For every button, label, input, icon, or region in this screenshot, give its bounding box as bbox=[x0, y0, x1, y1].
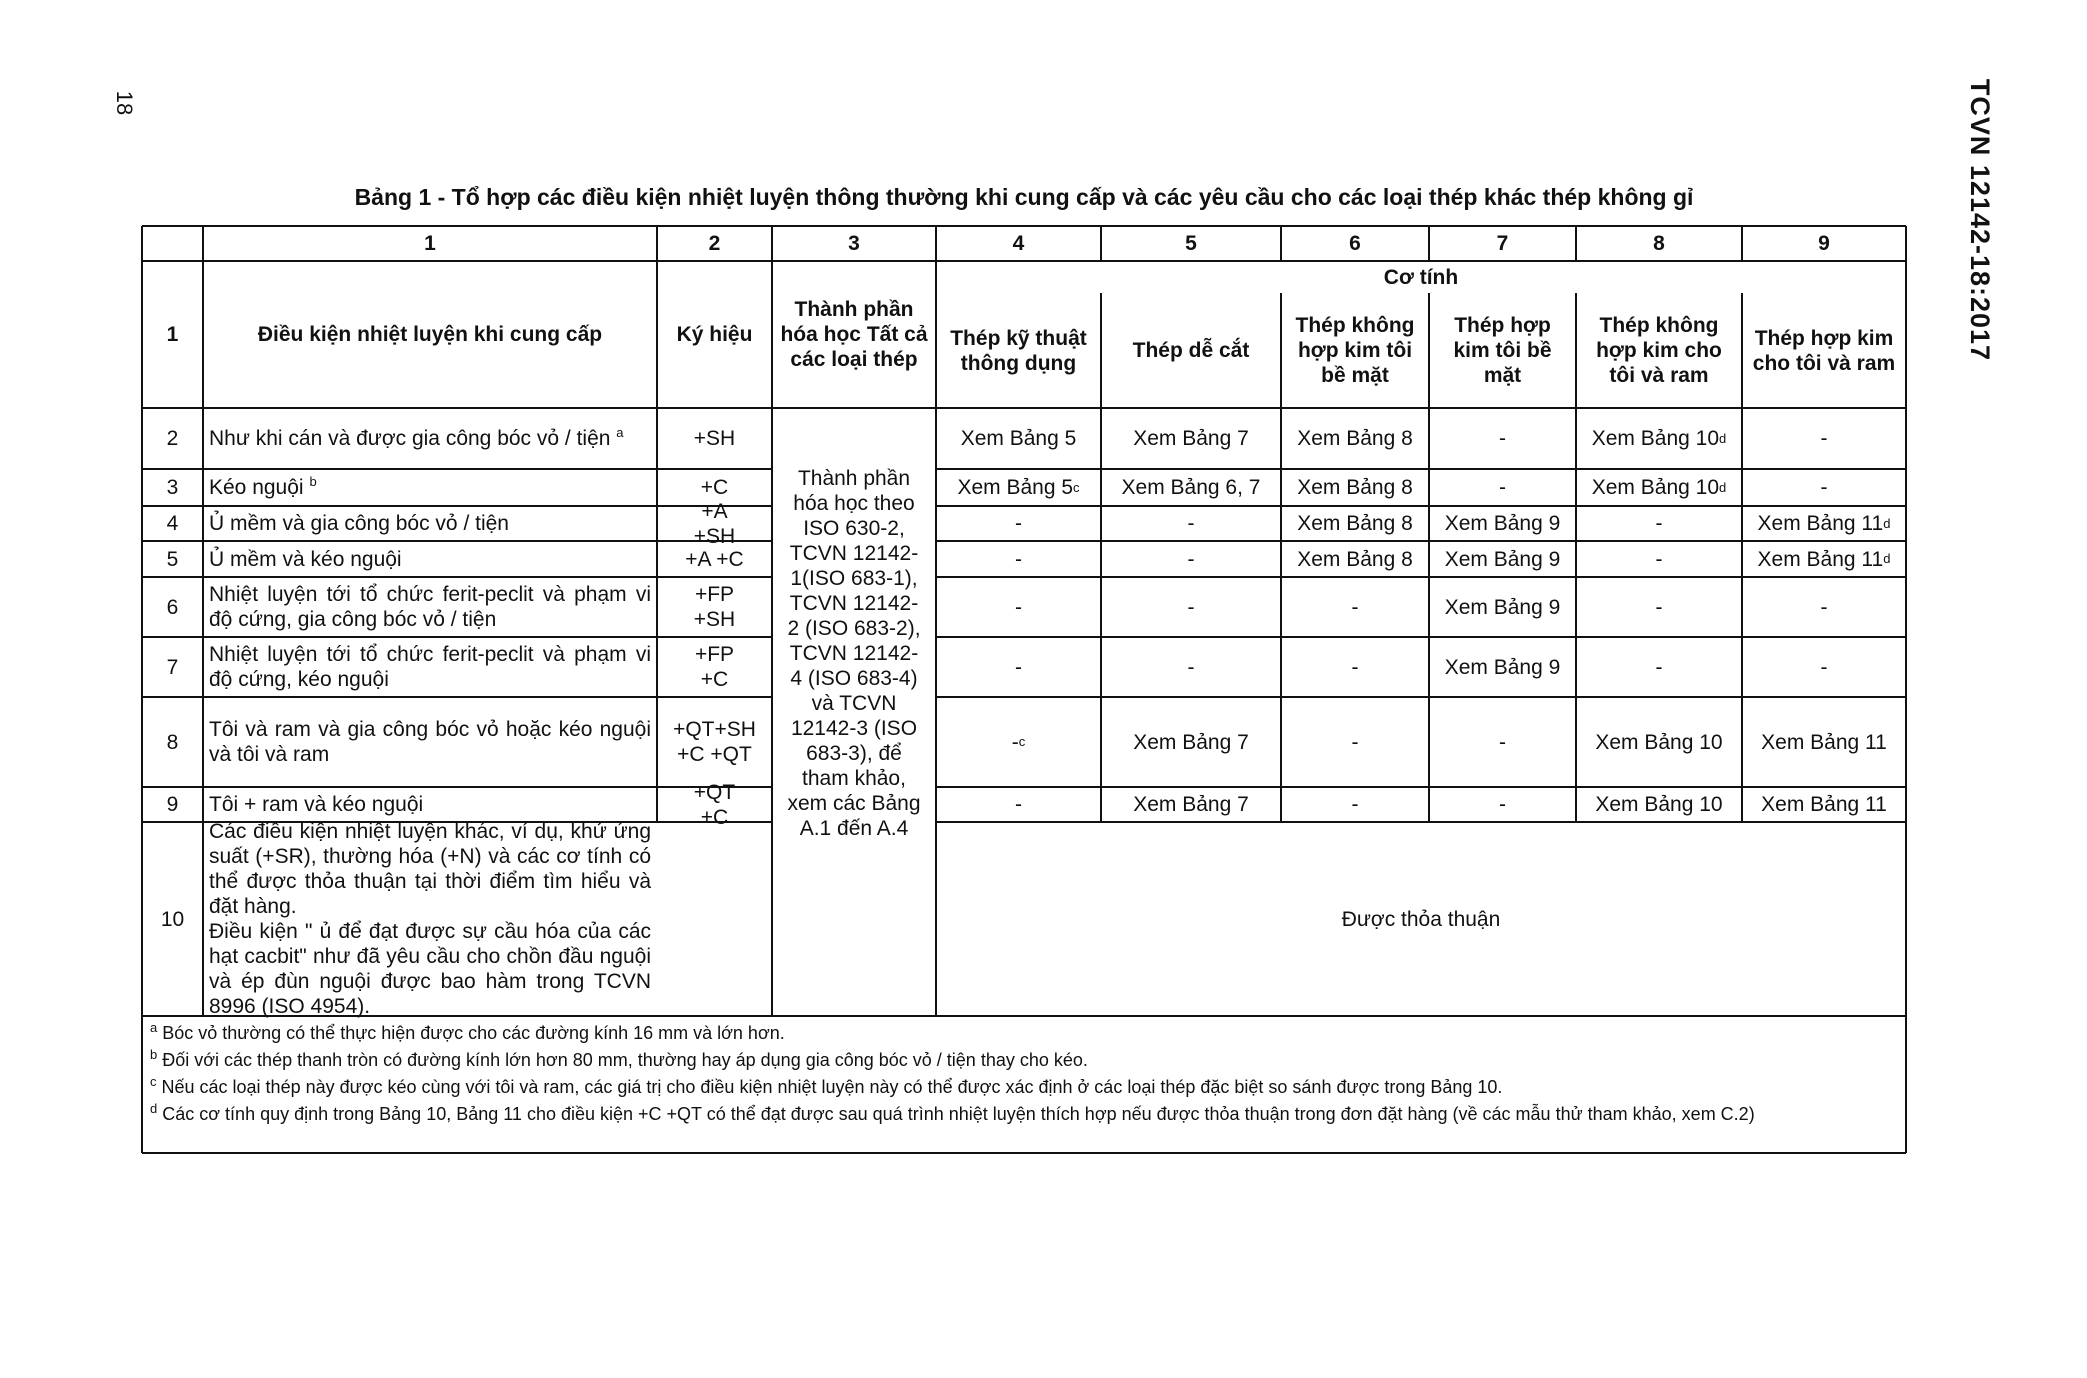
mech-value-cell-text: Xem Bảng 9 bbox=[1444, 547, 1561, 571]
symbol-cell bbox=[657, 697, 772, 787]
mech-value-cell bbox=[1429, 469, 1576, 506]
header-row-number-text: 1 bbox=[166, 323, 179, 346]
header-mech-col-text: Thép hợp kim cho tôi và ram bbox=[1752, 326, 1896, 375]
column-divider bbox=[202, 226, 204, 1016]
footnote-mark: a bbox=[150, 1020, 158, 1035]
row-divider bbox=[142, 576, 772, 578]
row-divider bbox=[142, 821, 772, 823]
mech-value-cell bbox=[1101, 506, 1281, 541]
footnote bbox=[150, 1020, 1895, 1046]
symbol-cell-text: +A +C bbox=[685, 547, 744, 571]
row-divider bbox=[142, 1015, 1906, 1017]
mech-value-cell bbox=[1101, 697, 1281, 787]
mech-value-cell-text: Xem Bảng 10 bbox=[1591, 476, 1720, 499]
header-mech-col bbox=[1101, 293, 1281, 408]
footnote-text: Bóc vỏ thường có thể thực hiện được cho các đường kính 16 mm và lớn hơn. bbox=[157, 1023, 785, 1043]
header-mech-col-text: Thép kỹ thuật thông dụng bbox=[950, 326, 1087, 375]
condition-cell bbox=[203, 697, 657, 787]
condition-paragraph: Điều kiện " ủ để đạt được sự cầu hóa của các hạt cacbit" như đã yêu cầu cho chồn đầu nguội và ép đùn nguội được bao hàm trong TCVN 8996 (ISO 4954). bbox=[209, 920, 651, 1018]
condition-text bbox=[209, 426, 651, 451]
row-divider bbox=[936, 540, 1906, 542]
mech-value-cell bbox=[1576, 541, 1742, 577]
mech-value-cell-text: Xem Bảng 10 bbox=[1595, 730, 1723, 754]
mech-value-cell-text: Xem Bảng 8 bbox=[1297, 427, 1413, 450]
mech-value-cell-text: Xem Bảng 11 bbox=[1761, 730, 1887, 754]
row-divider bbox=[142, 260, 1906, 262]
mech-value-cell-text: Xem Bảng 6, 7 bbox=[1121, 476, 1261, 499]
mech-value-cell bbox=[1576, 637, 1742, 697]
footnote-ref: a bbox=[616, 425, 624, 440]
chemical-composition-body-text: Thành phần hóa học theo ISO 630-2, TCVN 12142-1(ISO 683-1), TCVN 12142-2 (ISO 683-2), TCVN 12142-4 (ISO 683-4) và TCVN 12142-3 (ISO 683-3), để tham khảo, xem các Bảng A.1 đến A.4 bbox=[787, 467, 921, 840]
row-number bbox=[142, 697, 203, 787]
row-number bbox=[142, 577, 203, 637]
mech-value-cell-text: - bbox=[1187, 655, 1195, 679]
mech-value-cell-text: - bbox=[1187, 547, 1195, 571]
condition-cell bbox=[203, 408, 657, 469]
row-divider bbox=[936, 786, 1906, 788]
footnote-mark: b bbox=[150, 1047, 158, 1062]
symbol-cell-text: +QT+SH +C +QT bbox=[673, 718, 756, 766]
column-number-text: 7 bbox=[1496, 232, 1509, 255]
mech-value-cell bbox=[1429, 787, 1576, 822]
mech-value-cell bbox=[936, 506, 1101, 541]
symbol-cell-text: +FP +SH bbox=[693, 583, 736, 631]
row-divider bbox=[142, 407, 1906, 409]
row-divider bbox=[936, 821, 1906, 823]
condition-cell bbox=[203, 787, 657, 822]
mech-value-cell-text: Xem Bảng 11 bbox=[1761, 793, 1887, 816]
column-divider bbox=[771, 226, 773, 1016]
row-divider bbox=[142, 468, 772, 470]
mech-value-cell: Xem Bảng 5 c bbox=[957, 476, 1080, 499]
mech-value-cell bbox=[1429, 577, 1576, 637]
header-mech-col-text: Thép hợp kim tôi bề mặt bbox=[1453, 314, 1552, 387]
condition-label: Nhiệt luyện tới tổ chức ferit-peclit và phạm vi độ cứng, kéo nguội bbox=[209, 643, 651, 691]
footnote bbox=[150, 1101, 1895, 1127]
mech-value-cell-text: - bbox=[1655, 595, 1663, 619]
row-divider bbox=[936, 576, 1906, 578]
mech-value-cell bbox=[936, 541, 1101, 577]
mech-value-cell-text: - bbox=[1820, 595, 1828, 619]
mech-value-cell bbox=[1742, 469, 1906, 506]
mech-value-cell bbox=[1281, 506, 1429, 541]
mech-value-cell-text: - bbox=[1015, 793, 1022, 816]
mech-value-cell-text: - bbox=[1351, 655, 1359, 679]
row-divider bbox=[936, 468, 1906, 470]
column-divider bbox=[1280, 293, 1282, 822]
mech-value-cell-text: - bbox=[1499, 427, 1506, 450]
symbol-cell-text: +QT +C bbox=[693, 780, 736, 829]
header-symbol-text: Ký hiệu bbox=[676, 323, 753, 346]
mech-value-cell bbox=[936, 637, 1101, 697]
row-number-text: 6 bbox=[166, 595, 179, 619]
footnote-mark: c bbox=[150, 1074, 157, 1089]
row-divider bbox=[142, 696, 772, 698]
condition-cell bbox=[203, 506, 657, 541]
row-number bbox=[142, 408, 203, 469]
mech-value-cell-text: - bbox=[1015, 595, 1022, 619]
symbol-cell-text: +FP +C bbox=[694, 643, 735, 691]
header-chemical-composition-text: Thành phần hóa học Tất cả các loại thép bbox=[780, 298, 928, 371]
column-divider bbox=[1428, 293, 1430, 822]
condition-cell bbox=[203, 822, 657, 1016]
mech-value-cell-text: - bbox=[1187, 512, 1195, 535]
mech-value-cell: Xem Bảng 10 d bbox=[1591, 476, 1727, 499]
mech-value-cell bbox=[1742, 577, 1906, 637]
row-number bbox=[142, 822, 203, 1016]
footnote-text: Đối với các thép thanh tròn có đường kính lớn hơn 80 mm, thường hay áp dụng gia công bóc vỏ / tiện thay cho kéo. bbox=[157, 1050, 1088, 1070]
footnote-mark: d bbox=[150, 1101, 158, 1116]
mech-value-cell: Xem Bảng 11 d bbox=[1757, 512, 1891, 535]
symbol-cell-text: +C bbox=[700, 476, 729, 499]
mech-value-cell: Xem Bảng 10 d bbox=[1591, 427, 1727, 450]
mech-value-cell-text: Xem Bảng 7 bbox=[1133, 427, 1249, 450]
row-number-text: 10 bbox=[160, 907, 185, 931]
mech-value-cell bbox=[936, 577, 1101, 637]
condition-label: Ủ mềm và gia công bóc vỏ / tiện bbox=[209, 512, 509, 535]
mech-value-cell bbox=[1281, 697, 1429, 787]
mech-value-cell bbox=[1281, 469, 1429, 506]
row-divider bbox=[142, 786, 772, 788]
symbol-cell bbox=[657, 541, 772, 577]
symbol-cell bbox=[657, 780, 772, 829]
chemical-composition-body bbox=[772, 408, 936, 1016]
condition-text bbox=[209, 511, 651, 536]
column-number bbox=[936, 226, 1101, 261]
mech-value-cell bbox=[1281, 408, 1429, 469]
condition-label: Tôi + ram và kéo nguội bbox=[209, 793, 424, 816]
mech-value-cell bbox=[1429, 541, 1576, 577]
mech-value-cell-text: Xem Bảng 5 bbox=[960, 427, 1077, 450]
row-divider bbox=[142, 505, 772, 507]
row-divider bbox=[936, 505, 1906, 507]
condition-label: Ủ mềm và kéo nguội bbox=[209, 547, 402, 571]
mech-value-cell-text: Xem Bảng 9 bbox=[1444, 595, 1561, 619]
table-title: Bảng 1 - Tổ hợp các điều kiện nhiệt luyện thông thường khi cung cấp và các yêu cầu cho các loại thép khác thép không gỉ bbox=[354, 184, 1694, 210]
condition-cell bbox=[203, 469, 657, 506]
column-divider bbox=[1741, 226, 1743, 261]
condition-label: Như khi cán và được gia công bóc vỏ / tiện bbox=[209, 427, 611, 450]
condition-label: Kéo nguội bbox=[209, 476, 304, 499]
header-mechanical-properties-text: Cơ tính bbox=[1383, 265, 1459, 289]
column-divider bbox=[1575, 226, 1577, 261]
mech-value-cell bbox=[1742, 408, 1906, 469]
header-mech-col bbox=[1742, 293, 1906, 408]
row-number-text: 7 bbox=[166, 655, 179, 679]
condition-text bbox=[209, 547, 651, 572]
condition-cell bbox=[203, 541, 657, 577]
header-mech-col-text: Thép dễ cắt bbox=[1132, 339, 1250, 362]
mech-value-cell-text: - bbox=[1351, 595, 1359, 619]
symbol-cell bbox=[657, 408, 772, 469]
mech-value-cell bbox=[1742, 637, 1906, 697]
column-number-text: 9 bbox=[1818, 232, 1830, 255]
column-number-text: 2 bbox=[708, 232, 721, 255]
row-divider bbox=[936, 636, 1906, 638]
mech-value-cell-text: Xem Bảng 7 bbox=[1133, 730, 1249, 754]
condition-text bbox=[209, 819, 651, 1019]
header-mech-col bbox=[1281, 293, 1429, 408]
mech-value-cell-text: - bbox=[1499, 730, 1506, 754]
mech-value-cell-text: Xem Bảng 9 bbox=[1444, 512, 1561, 535]
footnote-text: Nếu các loại thép này được kéo cùng với tôi và ram, các giá trị cho điều kiện nhiệt luyện này có thể được xác định ở các loại thép đặc biệt so sánh được trong Bảng 10. bbox=[156, 1077, 1503, 1097]
symbol-cell bbox=[657, 637, 772, 697]
symbol-cell-text: +A +SH bbox=[693, 499, 736, 548]
mech-value-cell-text: Xem Bảng 10 bbox=[1591, 427, 1720, 450]
header-mechanical-properties bbox=[936, 261, 1906, 293]
column-divider bbox=[1100, 293, 1102, 822]
mech-value-cell-text: - bbox=[1015, 655, 1022, 679]
row-divider bbox=[142, 225, 1906, 227]
column-divider bbox=[935, 226, 937, 1016]
footnote bbox=[150, 1074, 1895, 1100]
mech-value-cell bbox=[1101, 408, 1281, 469]
header-mech-col-text: Thép không hợp kim cho tôi và ram bbox=[1596, 314, 1722, 387]
condition-cell bbox=[203, 637, 657, 697]
row-number bbox=[142, 787, 203, 822]
mech-value-cell-text: - bbox=[1351, 730, 1359, 754]
mech-value-cell-text: Xem Bảng 8 bbox=[1297, 547, 1413, 571]
mech-value-cell-text: - bbox=[1015, 547, 1022, 571]
row-divider bbox=[142, 636, 772, 638]
condition-label: Tôi và ram và gia công bóc vỏ hoặc kéo nguội và tôi và ram bbox=[209, 718, 651, 766]
mech-value-cell bbox=[1429, 697, 1576, 787]
mech-value-cell-text: Xem Bảng 10 bbox=[1595, 793, 1723, 816]
row-divider bbox=[142, 1152, 1906, 1154]
mech-value-cell: Xem Bảng 11 d bbox=[1757, 547, 1891, 571]
row-number bbox=[142, 637, 203, 697]
column-divider bbox=[1575, 293, 1577, 822]
header-mech-col bbox=[936, 293, 1101, 408]
row-divider bbox=[142, 540, 772, 542]
column-divider bbox=[1280, 226, 1282, 261]
column-number-text: 3 bbox=[848, 232, 860, 255]
header-mech-col bbox=[1429, 293, 1576, 408]
column-divider bbox=[1100, 226, 1102, 261]
condition-label: Nhiệt luyện tới tổ chức ferit-peclit và phạm vi độ cứng, gia công bóc vỏ / tiện bbox=[209, 583, 651, 631]
mech-value-cell bbox=[1429, 408, 1576, 469]
condition-text bbox=[209, 717, 651, 767]
row-number-text: 4 bbox=[166, 512, 179, 535]
mech-value-cell-text: Xem Bảng 8 bbox=[1297, 476, 1413, 499]
row-number bbox=[142, 506, 203, 541]
column-number-text: 4 bbox=[1012, 232, 1025, 255]
mech-value-cell bbox=[1281, 541, 1429, 577]
mech-value-cell bbox=[1576, 697, 1742, 787]
column-divider bbox=[1905, 226, 1907, 1153]
header-mech-col-text: Thép không hợp kim tôi bề mặt bbox=[1295, 314, 1415, 387]
condition-paragraph: Các điều kiện nhiệt luyện khác, ví dụ, khử ứng suất (+SR), thường hóa (+N) và các cơ tính có thể được thỏa thuận tại thời điểm tìm hiểu và đặt hàng. bbox=[209, 820, 651, 918]
mech-value-cell-text: - bbox=[1011, 730, 1019, 754]
mech-value-cell bbox=[1576, 787, 1742, 822]
row-number-text: 5 bbox=[166, 547, 179, 571]
condition-text bbox=[209, 792, 651, 817]
mech-value-cell bbox=[1742, 787, 1906, 822]
column-number-text: 1 bbox=[424, 232, 436, 255]
column-number-text: 6 bbox=[1349, 232, 1361, 255]
condition-text bbox=[209, 642, 651, 692]
column-divider bbox=[1741, 293, 1743, 822]
symbol-cell bbox=[657, 499, 772, 548]
mech-value-cell bbox=[1101, 469, 1281, 506]
mech-value-cell bbox=[936, 408, 1101, 469]
mech-value-cell-text: - bbox=[1351, 793, 1359, 816]
mech-value-cell bbox=[1101, 541, 1281, 577]
mech-value-cell bbox=[1101, 787, 1281, 822]
mech-value-cell-text: - bbox=[1655, 655, 1663, 679]
mech-value-cell bbox=[1281, 787, 1429, 822]
row-number-text: 9 bbox=[166, 793, 179, 816]
column-number bbox=[1742, 226, 1906, 261]
mech-value-cell bbox=[1281, 637, 1429, 697]
mech-value-cell bbox=[1281, 577, 1429, 637]
mech-value-cell-text: Xem Bảng 11 bbox=[1757, 547, 1884, 571]
mech-value-cell-text: - bbox=[1820, 476, 1828, 499]
mech-value-cell bbox=[1742, 697, 1906, 787]
mech-value-cell-text: - bbox=[1820, 655, 1828, 679]
footnote-ref: b bbox=[309, 474, 317, 489]
mech-value-cell bbox=[936, 787, 1101, 822]
mech-value-cell-text: - bbox=[1820, 427, 1828, 450]
mech-value-cell-text: Xem Bảng 9 bbox=[1444, 655, 1561, 679]
header-chemical-composition bbox=[772, 261, 936, 408]
mech-value-cell bbox=[1576, 506, 1742, 541]
mech-value-cell-text: Xem Bảng 11 bbox=[1757, 512, 1884, 535]
column-number bbox=[1281, 226, 1429, 261]
mech-value-cell-text: - bbox=[1499, 476, 1506, 499]
row-number-text: 3 bbox=[166, 476, 179, 499]
header-condition-text: Điều kiện nhiệt luyện khi cung cấp bbox=[257, 323, 603, 346]
agreed-cell bbox=[936, 822, 1906, 1016]
condition-cell bbox=[203, 577, 657, 637]
row-number-text: 8 bbox=[166, 730, 179, 754]
standard-id: TCVN 12142-18:2017 bbox=[1965, 78, 1996, 362]
column-number-text: 8 bbox=[1653, 232, 1665, 255]
column-number bbox=[772, 226, 936, 261]
column-number bbox=[657, 226, 772, 261]
row-number bbox=[142, 541, 203, 577]
column-number bbox=[1101, 226, 1281, 261]
mech-value-cell-text: Xem Bảng 8 bbox=[1297, 512, 1413, 535]
agreed-cell-text: Được thỏa thuận bbox=[1341, 907, 1501, 931]
header-row-number bbox=[142, 261, 203, 408]
header-symbol bbox=[657, 261, 772, 408]
column-number bbox=[1576, 226, 1742, 261]
symbol-cell bbox=[657, 577, 772, 637]
column-number bbox=[203, 226, 657, 261]
mech-value-cell bbox=[1576, 577, 1742, 637]
mech-value-cell bbox=[1429, 637, 1576, 697]
condition-text bbox=[209, 582, 651, 632]
mech-value-cell-text: - bbox=[1499, 793, 1506, 816]
column-divider bbox=[1428, 226, 1430, 261]
mech-value-cell-text: - bbox=[1655, 512, 1663, 535]
mech-value-cell-text: - bbox=[1187, 595, 1195, 619]
mech-value-cell bbox=[1429, 506, 1576, 541]
row-divider bbox=[936, 696, 1906, 698]
mech-value-cell-text: Xem Bảng 5 bbox=[957, 476, 1074, 499]
column-divider bbox=[141, 226, 143, 1153]
column-divider bbox=[656, 226, 658, 822]
mech-value-cell-text: Xem Bảng 7 bbox=[1133, 793, 1249, 816]
mech-value-cell: - c bbox=[1011, 730, 1026, 754]
mech-value-cell bbox=[1101, 637, 1281, 697]
header-condition bbox=[203, 261, 657, 408]
row-number-text: 2 bbox=[166, 427, 179, 450]
mech-value-cell-text: - bbox=[1655, 547, 1663, 571]
symbol-cell-text: +SH bbox=[693, 427, 736, 450]
footnote-text: Các cơ tính quy định trong Bảng 10, Bảng 11 cho điều kiện +C +QT có thể đạt được sau quá trình nhiệt luyện thích hợp nếu được thỏa thuận trong đơn đặt hàng (về các mẫu thử tham khảo, xem C.2) bbox=[157, 1104, 1755, 1124]
page-number: 18 bbox=[112, 90, 137, 116]
footnote bbox=[150, 1047, 1895, 1073]
mech-value-cell-text: - bbox=[1015, 512, 1022, 535]
column-number bbox=[1429, 226, 1576, 261]
header-mech-col bbox=[1576, 293, 1742, 408]
condition-text bbox=[209, 475, 651, 500]
column-number-text: 5 bbox=[1185, 232, 1197, 255]
row-number bbox=[142, 469, 203, 506]
mech-value-cell bbox=[1101, 577, 1281, 637]
